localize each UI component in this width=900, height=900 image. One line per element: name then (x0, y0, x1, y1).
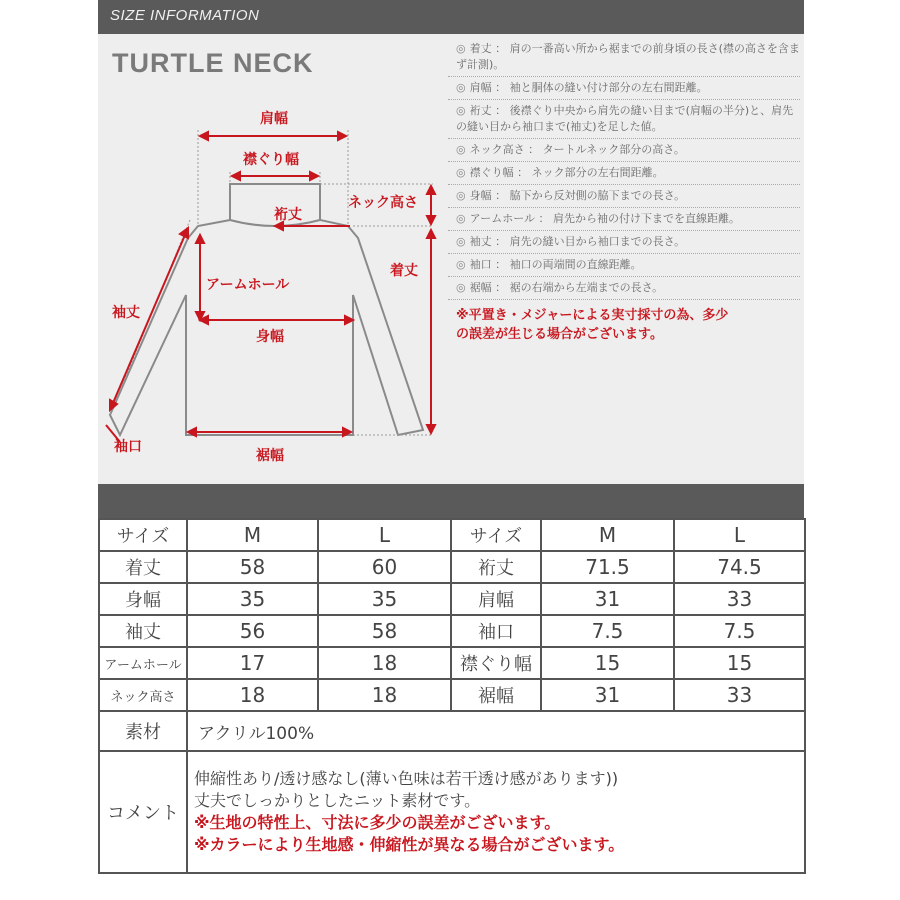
label-sleeve-length: 袖丈 (112, 305, 140, 321)
size-table (98, 518, 806, 874)
note-length: ◎ 着丈 ： 肩の一番高い所から裾までの前身頃の長さ(襟の高さを含まず計測)。 (448, 38, 800, 77)
table-row: 袖丈 56 58 袖口 7.5 7.5 (99, 615, 805, 647)
note-neck-height: ◎ ネック高さ ： タートルネック部分の高さ。 (448, 139, 800, 162)
size-info-header (98, 0, 804, 34)
measurement-notes (448, 38, 800, 344)
note-sleeve-length: ◎ 袖丈 ： 肩先の縫い目から袖口までの長さ。 (448, 231, 800, 254)
table-separator-bar (98, 484, 804, 518)
table-row: アームホール 17 18 襟ぐり幅 15 15 (99, 647, 805, 679)
table-row: 身幅 35 35 肩幅 31 33 (99, 583, 805, 615)
label-hem-width: 裾幅 (256, 448, 284, 464)
comment-text: 伸縮性あり/透け感なし(薄い色味は若干透け感があります)) 丈夫でしっかりとしたニット素材です。 ※生地の特性上、寸法に多少の誤差がございます。 ※カラーにより生地感・伸縮性が異なる場合がございます。 (187, 751, 805, 873)
label-armhole: アームホール (206, 277, 290, 293)
label-body-width: 身幅 (256, 329, 284, 345)
label-cuff: 袖口 (114, 439, 142, 455)
note-hem-width: ◎ 裾幅 ： 裾の右端から左端までの長さ。 (448, 277, 800, 300)
product-title: TURTLE NECK (112, 48, 314, 78)
note-armhole: ◎ アームホール ： 肩先から袖の付け下までを直線距離。 (448, 208, 800, 231)
note-shoulder-width: ◎ 肩幅 ： 袖と胴体の縫い付け部分の左右間距離。 (448, 77, 800, 100)
label-yuki: 裄丈 (274, 207, 302, 223)
note-neck-width: ◎ 襟ぐり幅 ： ネック部分の左右間距離。 (448, 162, 800, 185)
note-cuff: ◎ 袖口 ： 袖口の両端間の直線距離。 (448, 254, 800, 277)
table-row: 着丈 58 60 裄丈 71.5 74.5 (99, 551, 805, 583)
label-neck-width: 襟ぐり幅 (243, 152, 299, 168)
note-yuki: ◎ 裄丈 ： 後襟ぐり中央から肩先の縫い目まで(肩幅の半分)と、肩先の縫い目から袖口まで(袖丈)を足した値。 (448, 100, 800, 139)
table-row: ネック高さ 18 18 裾幅 31 33 (99, 679, 805, 711)
material-row: 素材 アクリル100% (99, 711, 805, 751)
header-title: SIZE INFORMATION (110, 7, 260, 24)
measurement-warning: ※平置き・メジャーによる実寸採寸の為、多少 の誤差が生じる場合がございます。 (456, 308, 729, 342)
label-shoulder-width: 肩幅 (260, 111, 288, 127)
note-body-width: ◎ 身幅 ： 脇下から反対側の脇下までの長さ。 (448, 185, 800, 208)
sweater-diagram (98, 80, 448, 480)
label-length: 着丈 (390, 263, 418, 279)
comment-row: コメント 伸縮性あり/透け感なし(薄い色味は若干透け感があります)) 丈夫でしっかりとしたニット素材です。 ※生地の特性上、寸法に多少の誤差がございます。 ※カラーにより生地感・伸縮性が異なる場合がございます。 (99, 751, 805, 873)
table-header-row: サイズ M L サイズ M L (99, 519, 805, 551)
label-neck-height: ネック高さ (348, 195, 418, 211)
